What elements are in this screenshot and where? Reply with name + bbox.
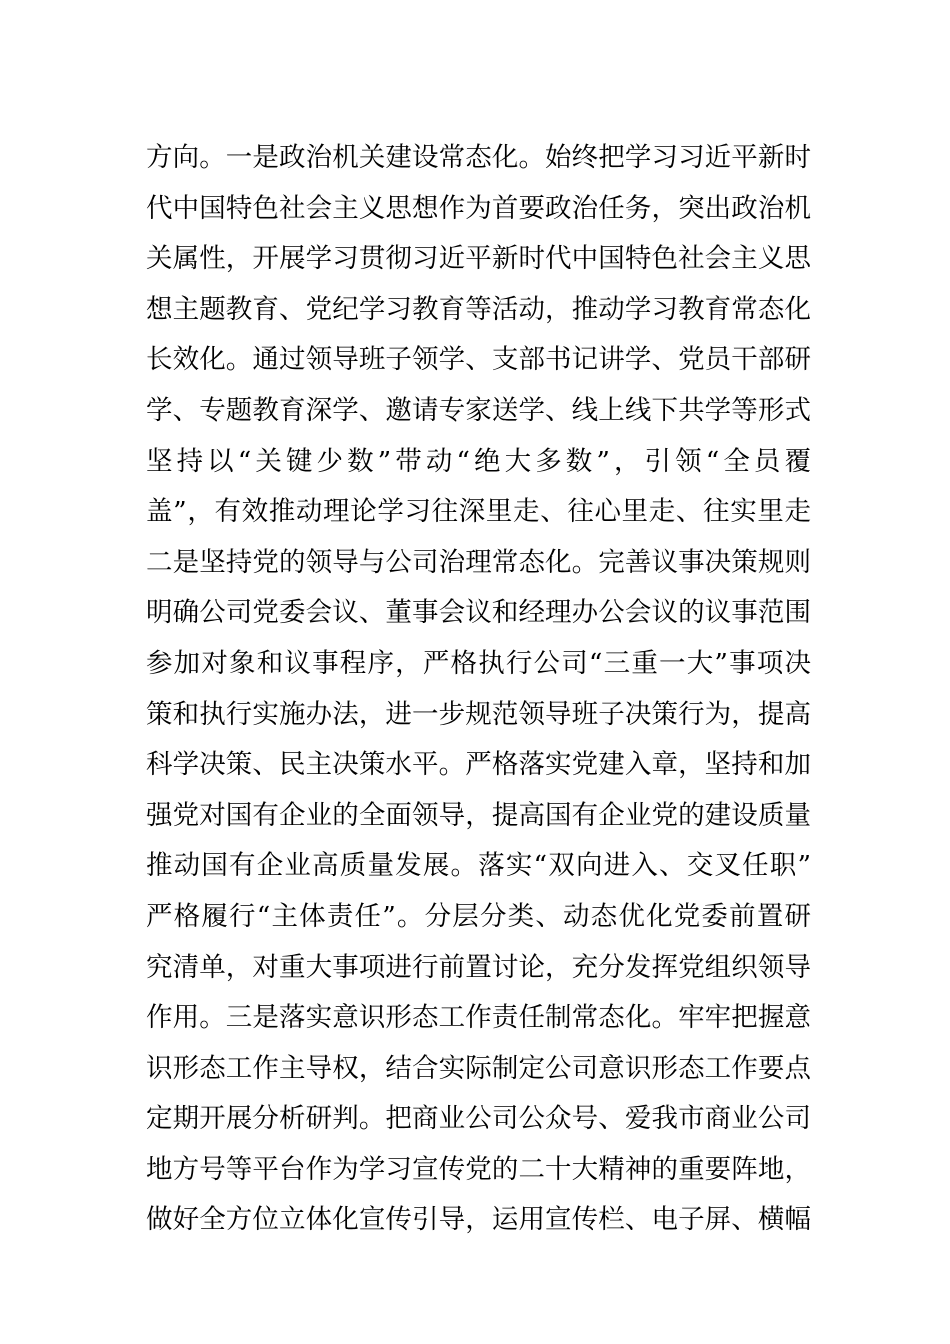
text-line: 方向。一是政治机关建设常态化。始终把学习习近平新时 [146,142,811,173]
text-line: 学、专题教育深学、邀请专家送学、线上线下共学等形式 [146,394,811,426]
text-line: 定期开展分析研判。把商业公司公众号、爱我市商业公司 [146,1103,811,1135]
text-line: 作用。三是落实意识形态工作责任制常态化。牢牢把握意 [146,1002,811,1034]
text-line: 想主题教育、党纪学习教育等活动，推动学习教育常态化 [146,293,811,325]
text-line: 参加对象和议事程序，严格执行公司“三重一大”事项决 [146,647,811,679]
text-line: 究清单，对重大事项进行前置讨论，充分发挥党组织领导 [146,951,811,983]
text-line: 识形态工作主导权，结合实际制定公司意识形态工作要点 [146,1052,811,1084]
text-line: 策和执行实施办法，进一步规范领导班子决策行为，提高 [146,698,811,730]
text-line: 做好全方位立体化宣传引导，运用宣传栏、电子屏、横幅 [146,1204,811,1236]
text-line: 二是坚持党的领导与公司治理常态化。完善议事决策规则 [146,546,811,578]
text-line: 明确公司党委会议、董事会议和经理办公会议的议事范围 [146,597,811,629]
text-line: 坚持以“关键少数”带动“绝大多数”，引领“全员覆 [146,445,811,477]
text-line: 关属性，开展学习贯彻习近平新时代中国特色社会主义思 [146,243,811,275]
text-line: 强党对国有企业的全面领导，提高国有企业党的建设质量 [146,799,811,831]
text-line: 长效化。通过领导班子领学、支部书记讲学、党员干部研 [146,344,811,376]
text-line: 代中国特色社会主义思想作为首要政治任务，突出政治机 [146,192,811,224]
text-line: 科学决策、民主决策水平。严格落实党建入章，坚持和加 [146,749,811,781]
text-line: 推动国有企业高质量发展。落实“双向进入、交叉任职” [146,850,811,882]
body-text [146,133,811,1246]
text-line: 盖”，有效推动理论学习往深里走、往心里走、往实里走 [146,496,811,528]
text-line: 地方号等平台作为学习宣传党的二十大精神的重要阵地， [146,1153,811,1185]
text-line: 严格履行“主体责任”。分层分类、动态优化党委前置研 [146,900,811,932]
